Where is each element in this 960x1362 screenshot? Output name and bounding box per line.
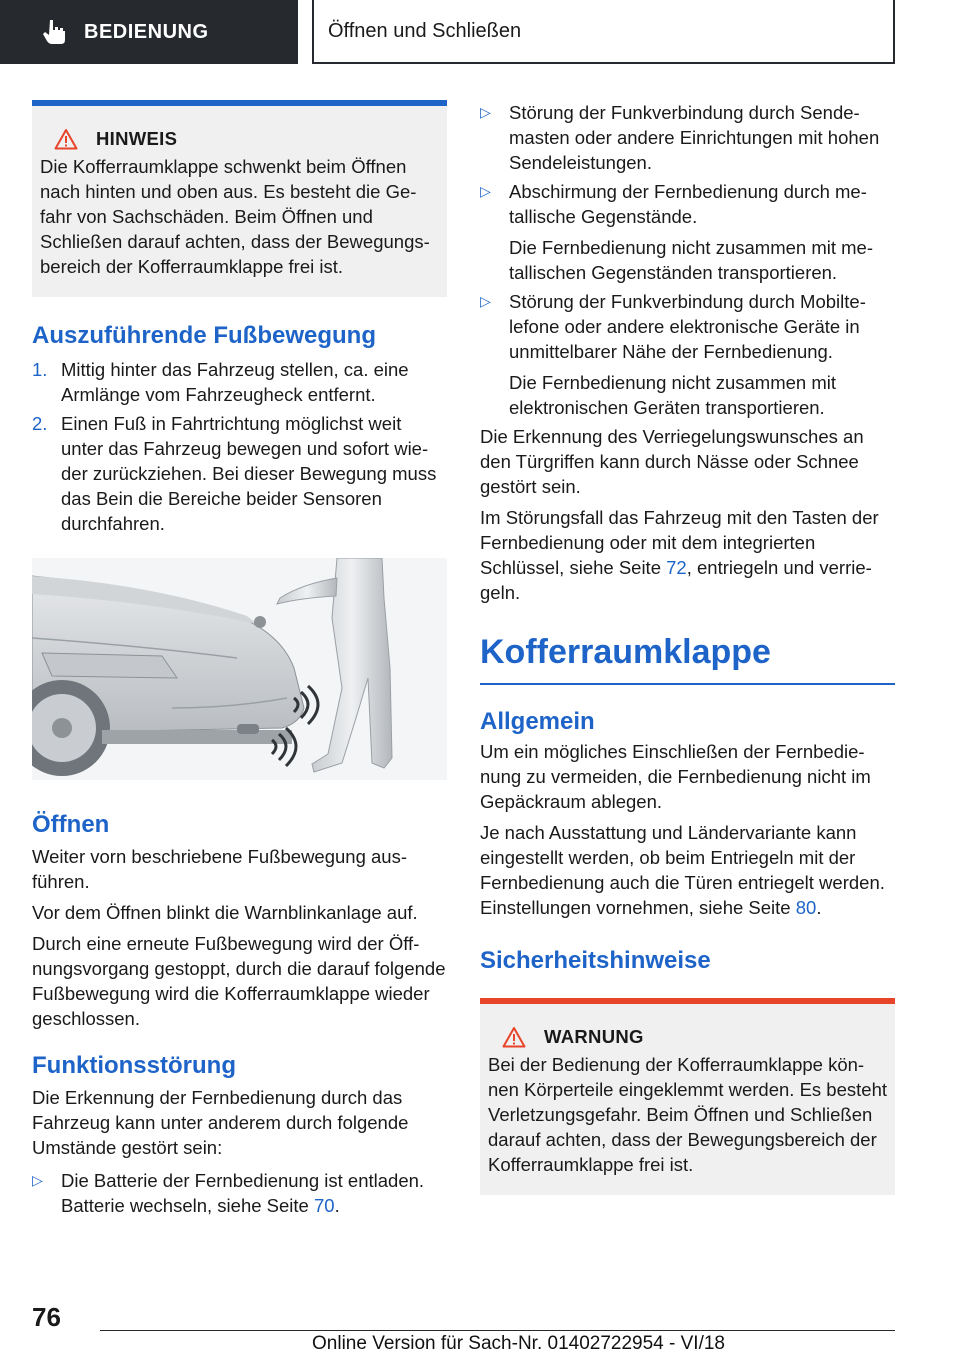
page-link-70[interactable]: 70 bbox=[313, 1195, 335, 1216]
bullet-extra: Die Fernbedienung nicht zusammen mit metallischen Gegenständen transportieren. bbox=[509, 237, 874, 283]
bullet-body bbox=[509, 100, 895, 175]
warning-text: Bei der Bedienung der Kofferraumklappe können Körperteile eingeklemmt werden. Es besteht Verletzungsgefahr. Beim Öffnen und Schließen darauf achten, dass der Bewegungsbereich der Kofferraumklappe frei ist. bbox=[488, 1054, 887, 1175]
list-item bbox=[32, 411, 447, 536]
section-heading-open: Öffnen bbox=[32, 811, 110, 838]
paragraph bbox=[480, 505, 895, 605]
illustration-graphic bbox=[32, 558, 447, 780]
chapter-heading: Kofferraumklappe bbox=[480, 633, 771, 671]
list-item bbox=[32, 357, 447, 407]
notice-header bbox=[54, 128, 439, 150]
warning-triangle-icon bbox=[54, 128, 78, 150]
triangle-right-icon: ▷ bbox=[480, 183, 491, 199]
paragraph: Durch eine erneute Fußbewegung wird der Öffnungsvorgang gestoppt, durch die darauf folgende Fußbewegung wird die Kofferraumklappe wieder geschlossen. bbox=[32, 933, 446, 1029]
step-text: Mittig hinter das Fahrzeug stellen, ca. eine Armlänge vom Fahrzeugheck entfernt. bbox=[61, 359, 409, 405]
step-text: Einen Fuß in Fahrtrichtung möglichst weit unter das Fahrzeug bewegen und sofort wieder zurückziehen. Bei dieser Bewegung muss das Bein die Bereiche beider Sensoren durchfahren. bbox=[61, 413, 437, 534]
left-column bbox=[32, 100, 447, 1222]
triangle-right-icon: ▷ bbox=[480, 104, 491, 120]
section-heading-safety: Sicherheitshinweise bbox=[480, 947, 711, 974]
bullet-extra: Die Fernbedienung nicht zusammen mit elektronischen Geräten transportieren. bbox=[509, 372, 836, 418]
paragraph: Die Erkennung des Verriegelungswunsches an den Türgriffen kann durch Nässe oder Schnee gestört sein. bbox=[480, 426, 864, 497]
paragraph: Vor dem Öffnen blinkt die Warnblinkanlage auf. bbox=[32, 902, 418, 923]
bullet-body bbox=[509, 289, 895, 420]
step-number: 1. bbox=[32, 359, 48, 380]
car-foot-sensor-illustration bbox=[32, 558, 447, 780]
list-item bbox=[480, 179, 895, 285]
page-link-80[interactable]: 80 bbox=[795, 897, 817, 918]
triangle-right-icon: ▷ bbox=[480, 293, 491, 309]
paragraph-end: , entriegeln und verriegeln. bbox=[480, 557, 872, 603]
paragraph-end: . bbox=[816, 897, 822, 918]
paragraph-part: Im Störungsfall das Fahrzeug mit den Tasten der Fernbedienung oder mit dem integrierten Schlüssel, siehe Seite bbox=[480, 507, 879, 578]
hand-pointer-icon bbox=[40, 17, 70, 47]
warning-triangle-icon bbox=[502, 1026, 526, 1048]
section-heading-general: Allgemein bbox=[480, 708, 595, 735]
paragraph: Um ein mögliches Einschließen der Fernbedienung zu vermeiden, die Fernbedienung nicht im Gepäckraum ablegen. bbox=[480, 741, 871, 812]
bullet-text: Abschirmung der Fernbedienung durch metallische Gegenstände. bbox=[509, 181, 867, 227]
paragraph: Die Erkennung der Fernbedienung durch das Fahrzeug kann unter anderem durch folgende Umstände gestört sein: bbox=[32, 1087, 409, 1158]
notice-text: Die Kofferraumklappe schwenkt beim Öffnen nach hinten und oben aus. Es besteht die Gefahr von Sachschäden. Beim Öffnen und Schließen darauf achten, dass der Bewegungsbereich der Kofferraumklappe frei ist. bbox=[40, 156, 430, 277]
footer-rule bbox=[100, 1330, 895, 1331]
bullet-text bbox=[61, 1168, 447, 1218]
triangle-right-icon: ▷ bbox=[32, 1172, 43, 1188]
bullet-body bbox=[509, 179, 895, 285]
right-column bbox=[480, 100, 895, 1195]
list-item bbox=[480, 289, 895, 420]
page-number: 76 bbox=[32, 1302, 61, 1332]
bullet-text: Störung der Funkverbindung durch Mobiltelefone oder andere elektronische Geräte in unmittelbarer Nähe der Fernbedienung. bbox=[509, 291, 866, 362]
page-link-72[interactable]: 72 bbox=[666, 557, 687, 578]
section-heading-foot-movement: Auszuführende Fußbewegung bbox=[32, 322, 376, 349]
warning-title: WARNUNG bbox=[544, 1026, 644, 1047]
paragraph-part: Je nach Ausstattung und Ländervariante kann eingestellt werden, ob beim Entriegeln mit der Fernbedienung auch die Türen entriegelt werden. Einstellungen vornehmen, siehe Seite bbox=[480, 822, 885, 918]
list-item bbox=[32, 1168, 447, 1218]
steps-list bbox=[32, 357, 447, 536]
notice-title: HINWEIS bbox=[96, 128, 178, 149]
chapter-tab bbox=[0, 0, 298, 64]
list-item bbox=[480, 100, 895, 175]
step-number: 2. bbox=[32, 413, 48, 434]
bullet-text: Störung der Funkverbindung durch Sendemasten oder andere Einrichtungen mit hohen Sendeleistungen. bbox=[509, 102, 880, 173]
chapter-tab-label: BEDIENUNG bbox=[84, 20, 209, 43]
paragraph bbox=[480, 820, 895, 920]
warning-header bbox=[502, 1026, 887, 1048]
bullet-text-part: Die Batterie der Fernbedienung ist entladen. Batterie wechseln, siehe Seite bbox=[61, 1170, 425, 1216]
warning-box bbox=[480, 998, 895, 1195]
paragraph: Weiter vorn beschriebene Fußbewegung ausführen. bbox=[32, 846, 408, 892]
chapter-heading-rule bbox=[480, 683, 895, 685]
notice-box bbox=[32, 100, 447, 297]
section-heading-malfunction: Funktionsstörung bbox=[32, 1052, 236, 1079]
footer-version-text: Online Version für Sach-Nr. 01402722954 - VI/18 bbox=[312, 1333, 725, 1354]
page-header-title: Öffnen und Schließen bbox=[312, 0, 895, 64]
bullet-text-end: . bbox=[334, 1195, 340, 1216]
